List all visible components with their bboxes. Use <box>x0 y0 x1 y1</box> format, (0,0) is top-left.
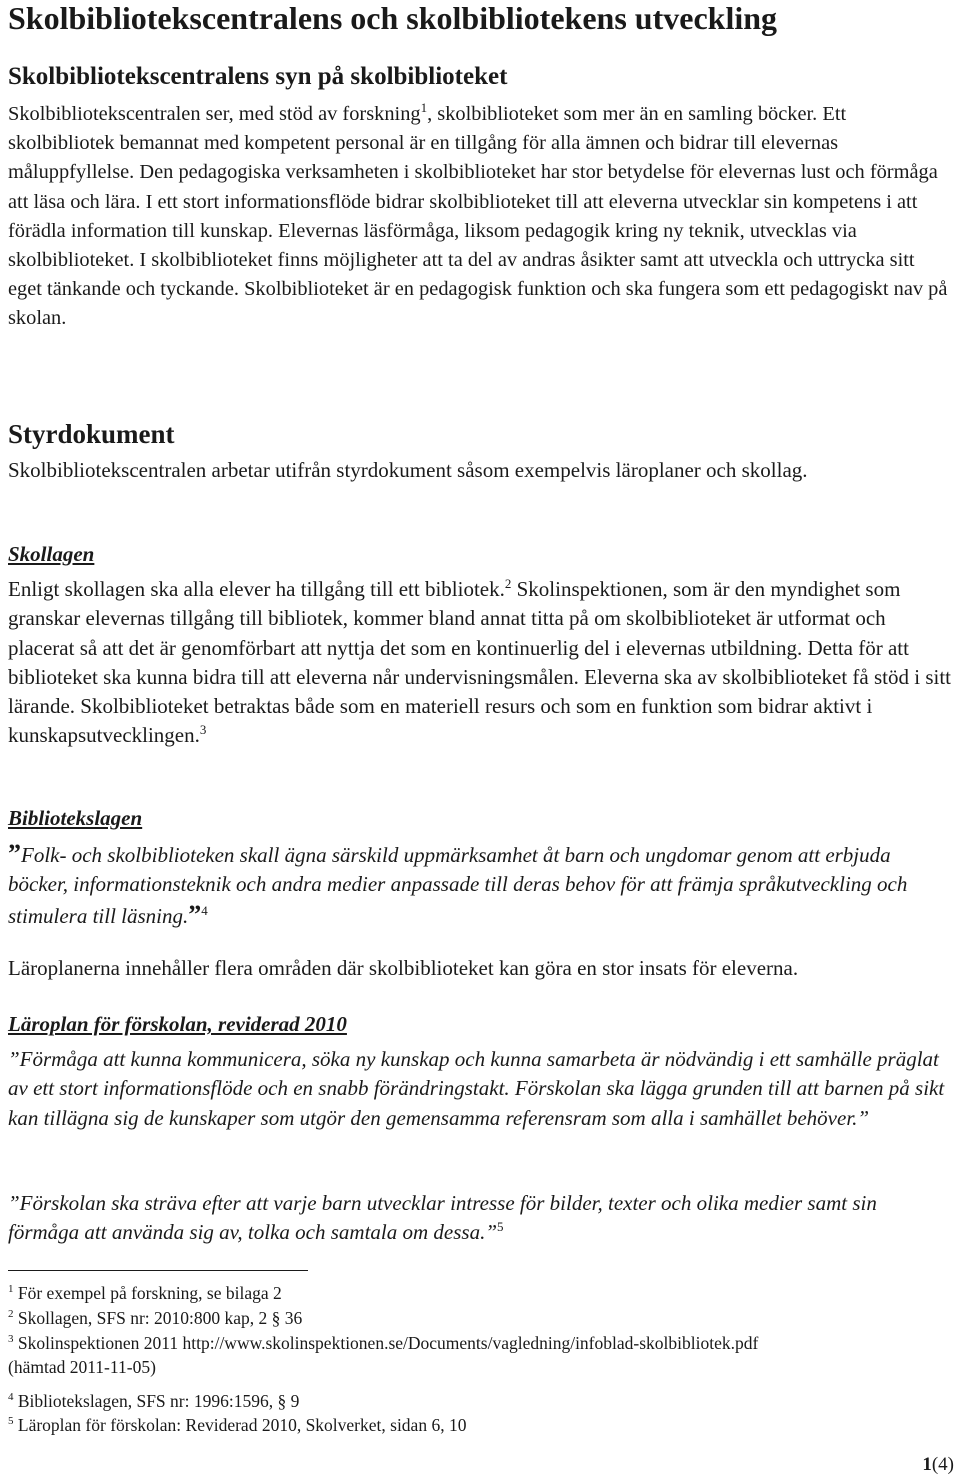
footnote-ref-2[interactable]: 2 <box>504 576 512 591</box>
paragraph-skollagen <box>8 575 953 751</box>
footnote-text[interactable]: Skolinspektionen 2011 http://www.skolinspektionen.se/Documents/vagledning/infoblad-skolbibliotek.pdf <box>17 1333 759 1353</box>
footnote-3-continued <box>8 1356 156 1378</box>
section-heading-styrdokument: Styrdokument <box>8 419 175 449</box>
footnote-ref-3[interactable]: 3 <box>199 722 207 738</box>
paragraph-syn-a: Skolbibliotekscentralen ser, med stöd av forskning <box>8 103 421 125</box>
footnote-ref-4[interactable]: 4 <box>201 902 208 918</box>
paragraph-skollagen-a: Enligt skollagen ska alla elever ha tillgång till ett bibliotek. <box>8 577 505 601</box>
page-number <box>922 1453 954 1477</box>
footnote-5 <box>8 1414 466 1436</box>
footnote-4 <box>8 1390 299 1412</box>
paragraph-styrdokument-intro: Skolbibliotekscentralen arbetar utifrån styrdokument såsom exempelvis läroplaner och skollag. <box>8 458 808 482</box>
quote-close-mark: ” <box>188 899 202 929</box>
subheading-skollagen: Skollagen <box>8 542 95 566</box>
section-heading-syn: Skolbibliotekscentralens syn på skolbiblioteket <box>8 63 508 90</box>
paragraph-laroplaner: Läroplanerna innehåller flera områden där skolbiblioteket kan göra en stor insats för eleverna. <box>8 956 799 980</box>
footnote-3 <box>8 1332 758 1354</box>
quote-open-mark: ” <box>8 839 21 868</box>
subheading-lpfo: Läroplan för förskolan, reviderad 2010 <box>8 1012 347 1036</box>
footnote-text: För exempel på forskning, se bilaga 2 <box>17 1283 282 1303</box>
quote-lpfo-2-text: ”Förskolan ska sträva efter att varje barn utvecklar intresse för bilder, texter och olika medier samt sin förmåga att använda sig av, tolka och samtala om dessa.” <box>8 1191 877 1245</box>
footnote-text: Bibliotekslagen, SFS nr: 1996:1596, § 9 <box>17 1391 300 1411</box>
footnote-number: 5 <box>8 1415 14 1427</box>
footnote-text: Skollagen, SFS nr: 2010:800 kap, 2 § 36 <box>17 1308 303 1328</box>
quote-lpfo-2 <box>8 1189 953 1248</box>
footnote-2 <box>8 1307 302 1329</box>
footnote-divider <box>8 1270 308 1271</box>
footnote-1 <box>8 1282 282 1304</box>
quote-bibliotekslagen-text: Folk- och skolbiblioteken skall ägna särskild uppmärksamhet åt barn och ungdomar genom att erbjuda böcker, informationsteknik och andra medier anpassade till deras behov för att främja språkutveckling och stimulera till läsning. <box>8 843 908 928</box>
paragraph-syn <box>8 100 953 334</box>
document-title: Skolbibliotekscentralens och skolbibliotekens utveckling <box>8 0 778 36</box>
footnote-text: (hämtad 2011-11-05) <box>8 1357 156 1377</box>
footnote-ref-5[interactable]: 5 <box>497 1219 504 1235</box>
footnote-text: Läroplan för förskolan: Reviderad 2010, Skolverket, sidan 6, 10 <box>17 1415 467 1435</box>
paragraph-skollagen-b: Skolinspektionen, som är den myndighet som granskar elevernas tillgång till bibliotek, kommer bland annat titta på om skolbiblioteket är utformat och placerat så att det är genomförbart att nyttja det som en kontinuerlig del i elevernas utbildning. Detta för att biblioteket ska kunna bidra till att eleverna når undervisningsmålen. Eleverna ska av skolbiblioteket få stöd i sitt lärande. Skolbiblioteket betraktas både som en materiell resurs och som en funktion som bidrar aktivt i kunskapsutvecklingen. <box>8 577 952 748</box>
page-number-current: 1 <box>922 1454 932 1475</box>
quote-bibliotekslagen <box>8 839 953 931</box>
quote-lpfo-1: ”Förmåga att kunna kommunicera, söka ny kunskap och kunna samarbeta är nödvändig i ett samhälle präglat av ett stort informationsflöde och en snabb förändringstakt. Förskolan ska lägga grunden till att barnen på sikt kan tillägna sig de kunskaper som utgör den gemensamma referensram som alla i samhället behöver.” <box>8 1047 945 1130</box>
footnote-number: 2 <box>8 1308 14 1320</box>
footnote-ref-1[interactable]: 1 <box>420 100 428 115</box>
page-number-total: (4) <box>931 1454 954 1475</box>
paragraph-syn-b: , skolbiblioteket som mer än en samling böcker. Ett skolbibliotek bemannat med kompetent personal är en tillgång för alla ämnen och bidrar till elevernas måluppfyllelse. Den pedagogiska verksamheten i skolbiblioteket har stor betydelse för elevernas lust och förmåga att läsa och lära. I ett stort informationsflöde bidrar skolbiblioteket till att eleverna utvecklar sin kompetens i att förädla information till kunskap. Elevernas läsförmåga, liksom pedagogik kring ny teknik, utvecklas via skolbiblioteket. I skolbiblioteket finns möjligheter att ta del av andras åsikter samt att utveckla och uttrycka sitt eget tänkande och tyckande. Skolbiblioteket är en pedagogisk funktion och ska fungera som ett pedagogiskt nav på skolan. <box>8 103 948 330</box>
footnote-number: 1 <box>8 1283 14 1295</box>
footnote-number: 3 <box>8 1333 14 1345</box>
footnote-number: 4 <box>8 1391 14 1403</box>
subheading-bibliotekslagen: Bibliotekslagen <box>8 806 143 830</box>
